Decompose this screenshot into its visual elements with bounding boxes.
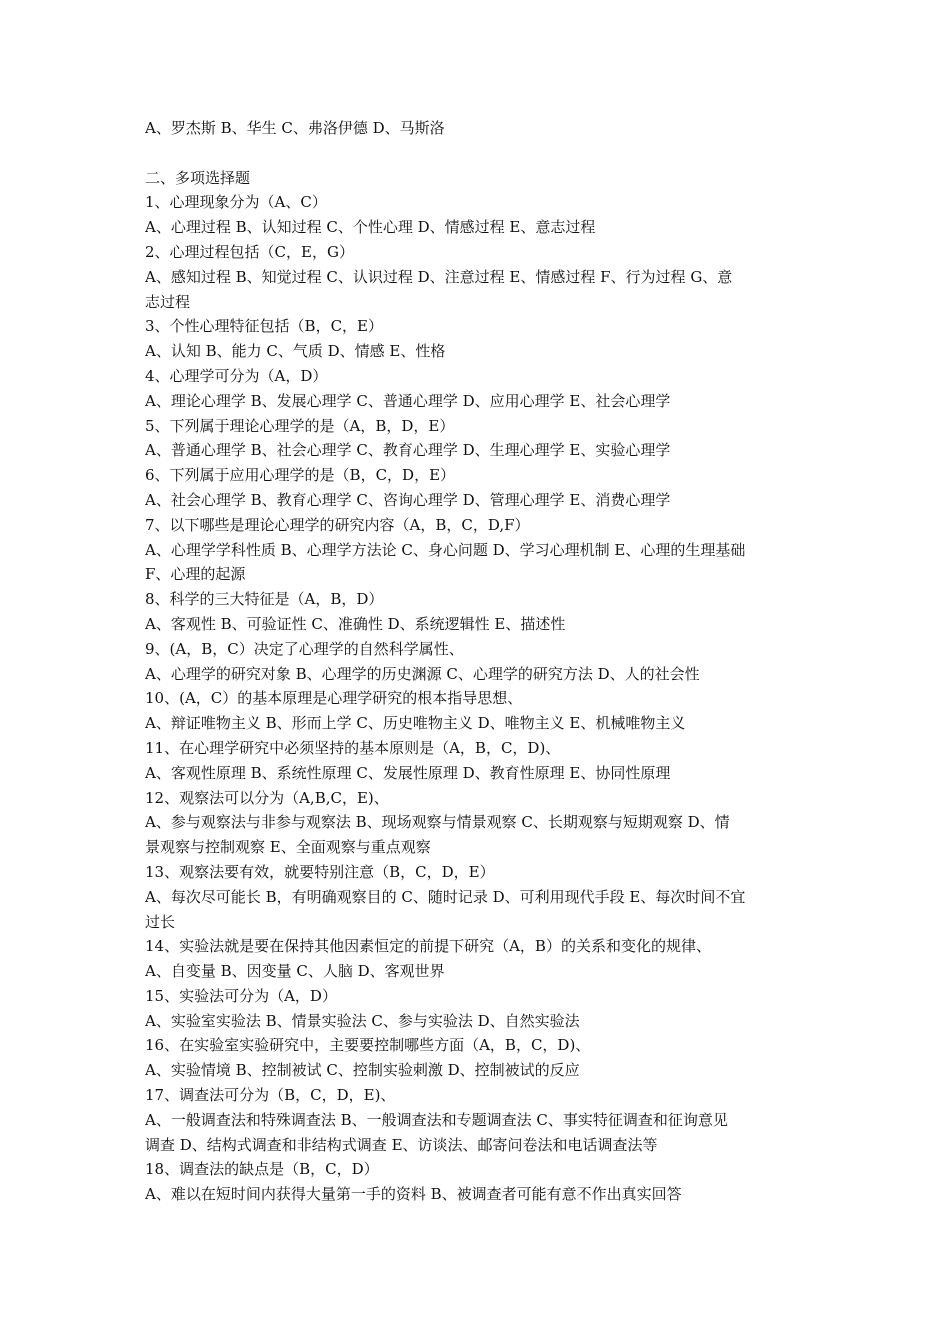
option-line: A、心理学的研究对象 B、心理学的历史渊源 C、心理学的研究方法 D、人的社会性	[145, 664, 700, 683]
intro-options-line: A、罗杰斯 B、华生 C、弗洛伊德 D、马斯洛	[145, 119, 445, 137]
option-line: A、一般调查法和特殊调查法 B、一般调查法和专题调查法 C、事实特征调查和征询意见	[145, 1110, 728, 1129]
option-line: A、普通心理学 B、社会心理学 C、教育心理学 D、生理心理学 E、实验心理学	[145, 441, 671, 460]
question-line: 13、观察法要有效，就要特别注意（B，C，D，E）	[145, 862, 495, 881]
option-line: A、理论心理学 B、发展心理学 C、普通心理学 D、应用心理学 E、社会心理学	[145, 391, 671, 410]
question-line: 16、在实验室实验研究中，主要要控制哪些方面（A，B，C，D)、	[145, 1036, 591, 1055]
question-line: 12、观察法可以分为（A,B,C，E)、	[145, 788, 389, 807]
question-line: 10、(A，C）的基本原理是心理学研究的根本指导思想、	[145, 689, 523, 708]
option-line: A、客观性 B、可验证性 C、准确性 D、系统逻辑性 E、描述性	[145, 614, 566, 633]
option-line: 调查 D、结构式调查和非结构式调查 E、访谈法、邮寄问卷法和电话调查法等	[145, 1135, 658, 1154]
question-line: 17、调查法可分为（B，C，D，E)、	[145, 1086, 396, 1105]
question-line: 11、在心理学研究中必须坚持的基本原则是（A，B，C，D)、	[145, 738, 561, 757]
question-line: 7、以下哪些是理论心理学的研究内容（A，B，C，D,F）	[145, 515, 530, 534]
question-line: 3、个性心理特征包括（B，C，E）	[145, 317, 383, 336]
option-line: A、难以在短时间内获得大量第一手的资料 B、被调查者可能有意不作出真实回答	[145, 1185, 682, 1204]
option-line: 景观察与控制观察 E、全面观察与重点观察	[145, 838, 431, 857]
option-line: A、心理学学科性质 B、心理学方法论 C、身心问题 D、学习心理机制 E、心理的生理基础	[145, 540, 746, 559]
option-line: A、实验情境 B、控制被试 C、控制实验刺激 D、控制被试的反应	[145, 1061, 580, 1080]
question-line: 18、调查法的缺点是（B，C，D）	[145, 1160, 379, 1179]
document-page	[145, 116, 813, 1207]
option-line: A、感知过程 B、知觉过程 C、认识过程 D、注意过程 E、情感过程 F、行为过程 G、意	[145, 267, 733, 286]
question-line: 5、下列属于理论心理学的是（A，B，D，E）	[145, 416, 455, 435]
question-line: 4、心理学可分为（A，D）	[145, 366, 328, 385]
option-line: A、参与观察法与非参与观察法 B、现场观察与情景观察 C、长期观察与短期观察 D、情	[145, 813, 730, 832]
question-line: 9、(A，B，C）决定了心理学的自然科学属性、	[145, 639, 464, 658]
option-line: A、自变量 B、因变量 C、人脑 D、客观世界	[145, 962, 445, 981]
option-line: 过长	[145, 912, 176, 931]
question-list	[145, 190, 813, 1207]
option-line: A、客观性原理 B、系统性原理 C、发展性原理 D、教育性原理 E、协同性原理	[145, 763, 671, 782]
option-line: A、心理过程 B、认知过程 C、个性心理 D、情感过程 E、意志过程	[145, 218, 596, 237]
option-line: A、社会心理学 B、教育心理学 C、咨询心理学 D、管理心理学 E、消费心理学	[145, 490, 671, 509]
blank-line	[145, 141, 813, 166]
question-line: 6、下列属于应用心理学的是（B，C，D，E）	[145, 466, 456, 485]
question-line: 15、实验法可分为（A，D）	[145, 986, 337, 1005]
option-line: A、辩证唯物主义 B、形而上学 C、历史唯物主义 D、唯物主义 E、机械唯物主义	[145, 714, 686, 733]
option-line: F、心理的起源	[145, 565, 246, 584]
option-line: A、认知 B、能力 C、气质 D、情感 E、性格	[145, 342, 446, 361]
option-line: A、实验室实验法 B、情景实验法 C、参与实验法 D、自然实验法	[145, 1011, 580, 1030]
option-line: 志过程	[145, 292, 191, 311]
option-line: A、每次尽可能长 B，有明确观察目的 C、随时记录 D、可利用现代手段 E、每次时间不宜	[145, 887, 746, 906]
section-title: 二、多项选择题	[145, 168, 251, 187]
question-line: 1、心理现象分为（A、C）	[145, 193, 327, 212]
question-line: 2、心理过程包括（C，E，G）	[145, 242, 354, 261]
question-line: 8、科学的三大特征是（A，B，D）	[145, 590, 384, 609]
question-line: 14、实验法就是要在保持其他因素恒定的前提下研究（A，B）的关系和变化的规律、	[145, 937, 711, 956]
